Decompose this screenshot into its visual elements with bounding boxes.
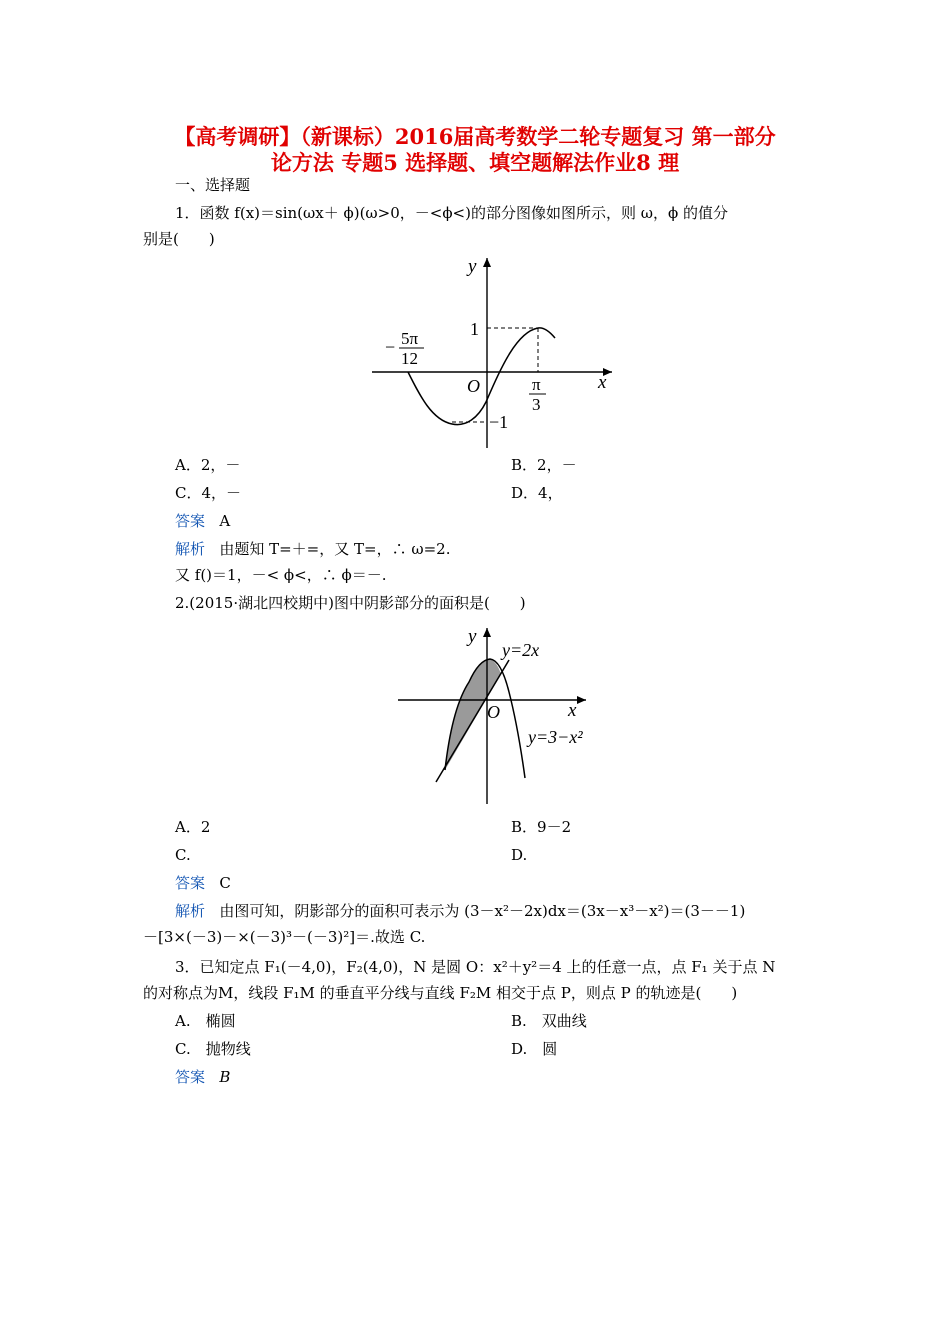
document-title-line-2: 论方法 专题5 选择题、填空题解法作业8 理 (270, 150, 680, 175)
q2-y-label: y (468, 626, 477, 647)
q3-answer-value: B (219, 1068, 231, 1086)
q1-sine-graph (368, 252, 618, 452)
q2-origin-label: O (487, 702, 500, 722)
q3-answer-label: 答案 (175, 1068, 206, 1086)
q1-stem-line-2: 别是( ) (143, 230, 215, 248)
q1-neg-one-label: −1 (489, 412, 509, 432)
q3-option-d: D. 圆 (511, 1040, 558, 1058)
q1-analysis-text: 由题知 T=＋=，又 T=，∴ ω=2. (219, 540, 451, 558)
q3-option-b: B. 双曲线 (511, 1012, 587, 1030)
q1-left-minus: − (385, 337, 396, 357)
q1-one-label: 1 (470, 319, 479, 339)
q1-right-numerator: π (532, 375, 541, 394)
q2-line-label: y=2x (502, 640, 540, 660)
q2-option-a: A．2 (175, 818, 211, 836)
q2-analysis-text: 由图可知，阴影部分的面积可表示为 (3－x²－2x)dx＝(3x－x³－x²)＝(3－－1) (219, 902, 746, 920)
q3-stem-line-1: 3．已知定点 F₁(－4,0)，F₂(4,0)，N 是圆 O：x²＋y²＝4 上的任意一点，点 F₁ 关于点 N (175, 958, 776, 976)
q1-stem-line-1: 1．函数 f(x)＝sin(ωx＋ ϕ)(ω>0，－<ϕ<)的部分图像如图所示，则 ω，ϕ 的值分 (175, 204, 728, 222)
q3-option-c: C. 抛物线 (175, 1040, 251, 1058)
q1-answer-value: A (219, 512, 231, 530)
q2-answer-value: C (219, 874, 231, 892)
q2-curve-label: y=3−x² (528, 727, 583, 747)
q1-left-denominator: 12 (401, 349, 418, 368)
q2-analysis-label: 解析 (175, 902, 206, 920)
q1-answer-row (175, 510, 230, 532)
q1-option-b: B．2，－ (511, 456, 577, 474)
q2-option-c: C. (175, 846, 191, 864)
q1-right-denominator: 3 (532, 395, 541, 414)
q2-answer-label: 答案 (175, 874, 206, 892)
q2-option-d: D. (511, 846, 528, 864)
section-heading: 一、选择题 (175, 176, 251, 194)
q3-stem-line-2: 的对称点为M，线段 F₁M 的垂直平分线与直线 F₂M 相交于点 P，则点 P 的轨迹是( ) (143, 984, 738, 1002)
q1-origin-label: O (467, 376, 480, 396)
q1-analysis-row (175, 538, 450, 560)
q1-y-label: y (468, 256, 477, 277)
document-title-line-1: 【高考调研】（新课标）2016届高考数学二轮专题复习 第一部分 (174, 124, 776, 149)
q1-option-a: A．2，－ (175, 456, 241, 474)
q3-answer-row (175, 1066, 230, 1088)
q1-option-d: D．4， (511, 484, 563, 502)
q2-analysis-line-2: －[3×(－3)－×(－3)³－(－3)²]＝.故选 C. (143, 928, 426, 946)
q2-answer-row (175, 872, 231, 894)
q1-left-numerator: 5π (401, 329, 419, 348)
q2-analysis-row (175, 900, 745, 922)
q1-answer-label: 答案 (175, 512, 206, 530)
q1-x-label: x (598, 372, 607, 393)
q1-analysis-label: 解析 (175, 540, 206, 558)
q2-x-label: x (568, 700, 577, 721)
q1-option-c: C．4，－ (175, 484, 242, 502)
q1-analysis-line-2: 又 f()＝1，－< ϕ<，∴ ϕ＝－. (175, 566, 387, 584)
q3-option-a: A. 椭圆 (175, 1012, 236, 1030)
q2-option-b: B．9－2 (511, 818, 572, 836)
q2-stem: 2.(2015·湖北四校期中)图中阴影部分的面积是( ) (175, 594, 526, 612)
q2-area-graph (394, 622, 594, 808)
